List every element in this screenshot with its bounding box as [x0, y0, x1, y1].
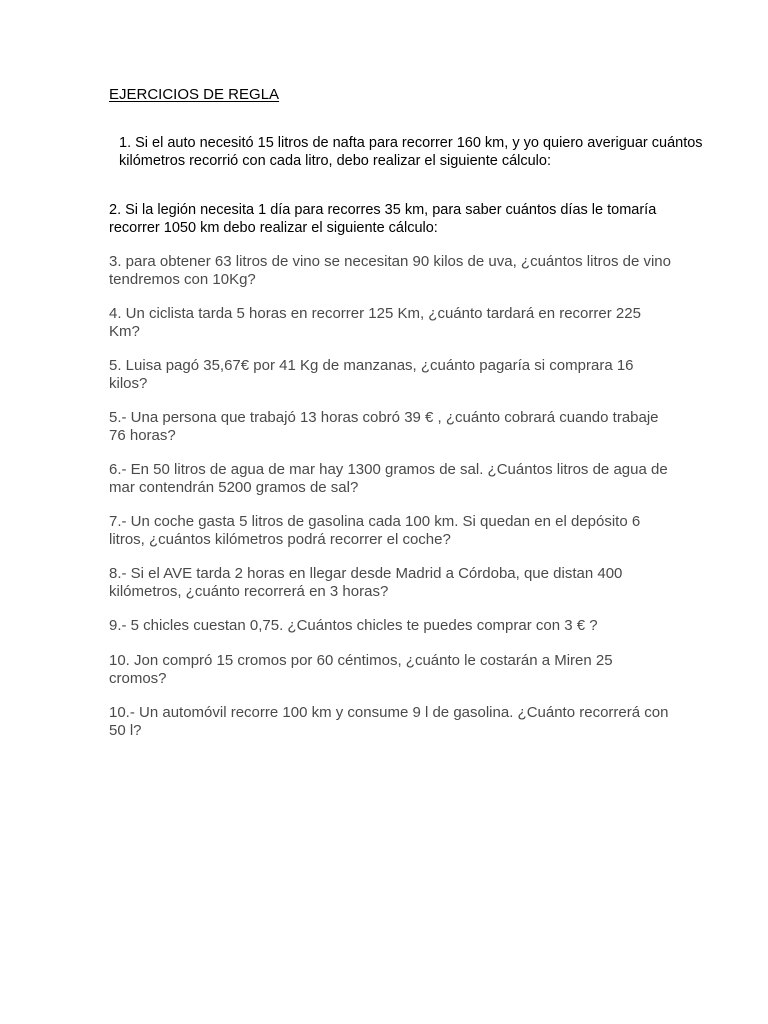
- exercise-5b: 5.- Una persona que trabajó 13 horas cobró 39 € , ¿cuánto cobrará cuando trabaje 76 horas?: [109, 409, 659, 444]
- page-title: EJERCICIOS DE REGLA: [109, 86, 280, 103]
- exercise-5a: 5. Luisa pagó 35,67€ por 41 Kg de manzanas, ¿cuánto pagaría si comprara 16 kilos?: [109, 357, 634, 392]
- exercise-6: 6.- En 50 litros de agua de mar hay 1300 gramos de sal. ¿Cuántos litros de agua de mar contendrán 5200 gramos de sal?: [109, 461, 668, 496]
- exercise-3: 3. para obtener 63 litros de vino se necesitan 90 kilos de uva, ¿cuántos litros de vino tendremos con 10Kg?: [109, 253, 671, 288]
- exercise-7: 7.- Un coche gasta 5 litros de gasolina cada 100 km. Si quedan en el depósito 6 litros, ¿cuántos kilómetros podrá recorrer el coche?: [109, 513, 641, 548]
- exercise-10a: 10. Jon compró 15 cromos por 60 céntimos, ¿cuánto le costarán a Miren 25 cromos?: [109, 652, 613, 687]
- exercise-9: 9.- 5 chicles cuestan 0,75. ¿Cuántos chicles te puedes comprar con 3 € ?: [109, 617, 598, 634]
- exercise-8: 8.- Si el AVE tarda 2 horas en llegar desde Madrid a Córdoba, que distan 400 kilómetros, ¿cuánto recorrerá en 3 horas?: [109, 565, 623, 600]
- exercise-4: 4. Un ciclista tarda 5 horas en recorrer 125 Km, ¿cuánto tardará en recorrer 225 Km?: [109, 305, 641, 340]
- exercise-1: 1. Si el auto necesitó 15 litros de nafta para recorrer 160 km, y yo quiero averiguar cuántos kilómetros recorrió con cada litro, debo realizar el siguiente cálculo:: [119, 135, 703, 169]
- exercise-10b: 10.- Un automóvil recorre 100 km y consume 9 l de gasolina. ¿Cuánto recorrerá con 50 l?: [109, 704, 669, 739]
- exercise-2: 2. Si la legión necesita 1 día para recorres 35 km, para saber cuántos días le tomaría recorrer 1050 km debo realizar el siguiente cálculo:: [109, 202, 657, 236]
